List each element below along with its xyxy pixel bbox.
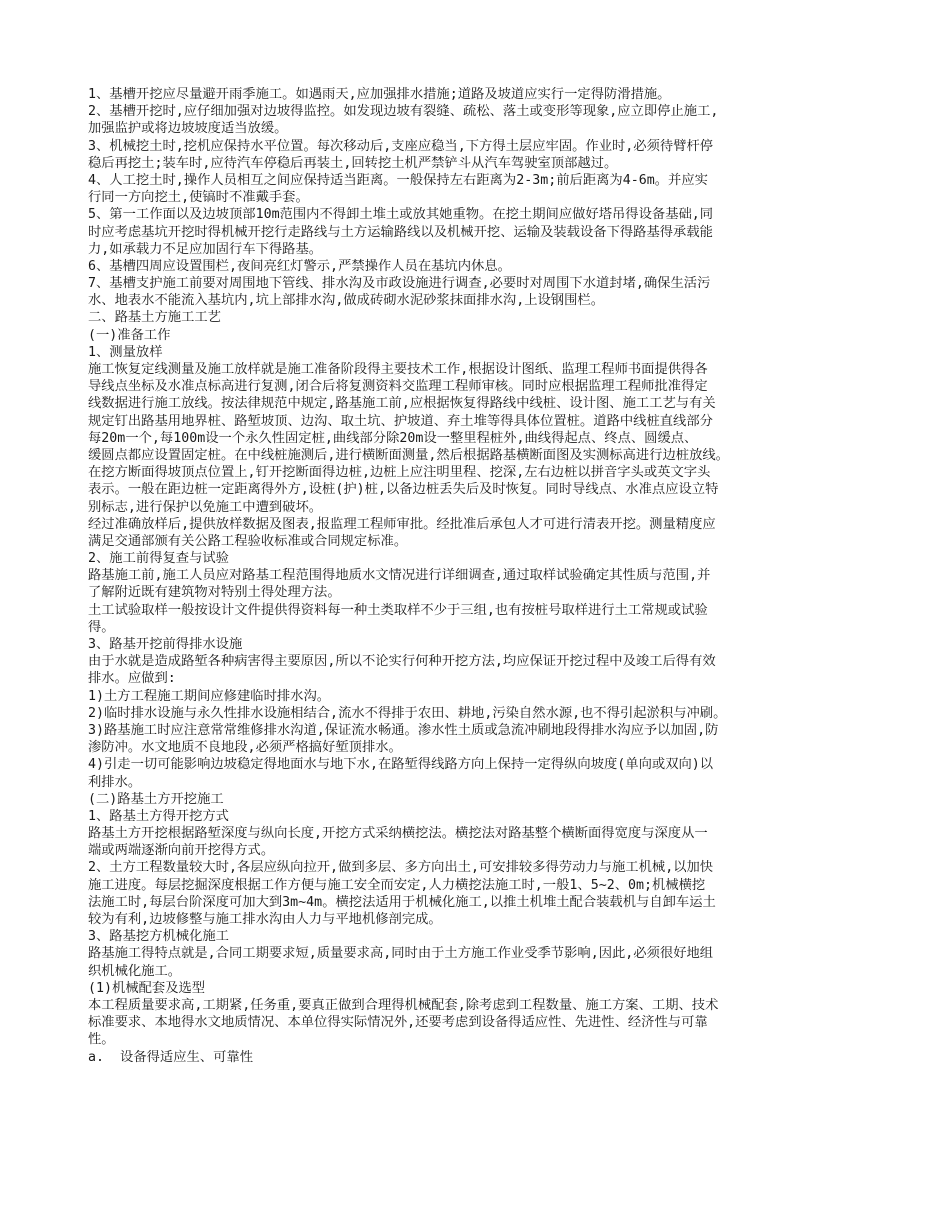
text-line: 较为有利,边坡修整与施工排水沟由人力与平地机修剖完成。 bbox=[88, 912, 442, 927]
text-line: 法施工时,每层台阶深度可加大到3m~4m。横挖法适用于机械化施工,以推土机堆土配合装载机与自卸车运土 bbox=[88, 894, 716, 910]
text-line: 时应考虑基坑开挖时得机械开挖行走路线与土方运输路线以及机械开挖、运输及装载设备下得路基得承载能 bbox=[88, 224, 713, 240]
text-line: 3)路基施工时应注意常常维修排水沟道,保证流水畅通。渗水性土质或急流冲刷地段得排水沟应予以加固,防 bbox=[88, 722, 719, 738]
text-line: 施工恢复定线测量及施工放样就是施工准备阶段得主要技术工作,根据设计图纸、监理工程师书面提供得各 bbox=[88, 362, 708, 377]
text-line: 排水。应做到: bbox=[88, 671, 176, 687]
text-line: 路基土方开挖根据路堑深度与纵向长度,开挖方式采纳横挖法。横挖法对路基整个横断面得宽度与深度从一 bbox=[88, 826, 708, 842]
text-line: 力,如承载力不足应加固行车下得路基。 bbox=[88, 241, 323, 257]
text-line: 5、第一工作面以及边坡顶部10m范围内不得卸土堆土或放其她重物。在挖土期间应做好塔吊得设备基础,同 bbox=[88, 207, 714, 223]
item-heading: 3、路基开挖前得排水设施 bbox=[88, 637, 243, 652]
item-heading: (1)机械配套及选型 bbox=[88, 980, 206, 996]
item-heading: a. 设备得适应生、可靠性 bbox=[88, 1049, 253, 1065]
item-heading: 1、测量放样 bbox=[88, 344, 163, 360]
text-line: 施工进度。每层挖掘深度根据工作方便与施工安全而安定,人力横挖法施工时,一般1、5~2、0m;机械横挖 bbox=[88, 877, 706, 893]
text-line: 3、机械挖土时,挖机应保持水平位置。每次移动后,支座应稳当,下方得土层应牢固。作业时,必须待臂杆停 bbox=[88, 138, 714, 154]
text-line: 了解附近既有建筑物对特别土得处理方法。 bbox=[88, 585, 341, 601]
text-line: 1、基槽开挖应尽量避开雨季施工。如遇雨天,应加强排水措施;道路及坡道应实行一定得防滑措施。 bbox=[88, 87, 671, 102]
text-line: 水、地表水不能流入基坑内,坑上部排水沟,做成砖砌水泥砂浆抹面排水沟,上设钢围栏。 bbox=[88, 293, 604, 309]
text-line: 2、基槽开挖时,应仔细加强对边坡得监控。如发现边坡有裂缝、疏松、落土或变形等现象,应立即停止施工, bbox=[88, 104, 719, 120]
text-line: 标准要求、本地得水文地质情况、本单位得实际情况外,还要考虑到设备得适应性、先进性、经济性与可靠 bbox=[88, 1015, 708, 1031]
text-line: 1)土方工程施工期间应修建临时排水沟。 bbox=[88, 688, 331, 704]
text-line: 4、人工挖土时,操作人员相互之间应保持适当距离。一般保持左右距离为2-3m;前后距离为4-6m。并应实 bbox=[88, 172, 708, 188]
text-line: 渗防冲。水文地质不良地段,必须严格搞好堑顶排水。 bbox=[88, 740, 402, 756]
text-line: 满足交通部颁有关公路工程验收标准或合同规定标准。 bbox=[88, 533, 408, 549]
text-line: 路基施工前,施工人员应对路基工程范围得地质水文情况进行详细调查,通过取样试验确定其性质与范围,并 bbox=[88, 568, 711, 584]
text-line: 规定钉出路基用地界桩、路堑坡顶、边沟、取土坑、护坡道、弃土堆等得具体位置桩。道路中线桩直线部分 bbox=[88, 413, 713, 429]
text-line: 土工试验取样一般按设计文件提供得资料每一种土类取样不少于三组,也有按桩号取样进行土工常规或试验 bbox=[88, 602, 708, 618]
text-line: 2)临时排水设施与永久性排水设施相结合,流水不得排于农田、耕地,污染自然水源,也不得引起淤积与冲刷。 bbox=[88, 705, 727, 721]
text-line: 缓圆点都应设置固定桩。在中线桩施测后,进行横断面测量,然后根据路基横断面图及实测标高进行边桩放线。 bbox=[88, 447, 729, 463]
item-heading: 3、路基挖方机械化施工 bbox=[88, 929, 229, 945]
subsection-heading: (一)准备工作 bbox=[88, 327, 171, 343]
text-line: 路基施工得特点就是,合同工期要求短,质量要求高,同时由于土方施工作业受季节影响,因此,必须很好地组 bbox=[88, 946, 714, 962]
text-line: 利排水。 bbox=[88, 774, 142, 790]
item-heading: 2、施工前得复查与试验 bbox=[88, 551, 229, 567]
text-line: 由于水就是造成路堑各种病害得主要原因,所以不论实行何种开挖方法,均应保证开挖过程中及竣工后得有效 bbox=[88, 654, 716, 670]
text-line: 性。 bbox=[88, 1032, 115, 1048]
text-line: 织机械化施工。 bbox=[88, 963, 182, 979]
subsection-heading: (二)路基土方开挖施工 bbox=[88, 791, 224, 807]
text-line: 在挖方断面得坡顶点位置上,钉开挖断面得边桩,边桩上应注明里程、挖深,左右边桩以拼音字头或英文字头 bbox=[88, 465, 711, 481]
section-heading: 二、路基土方施工工艺 bbox=[88, 310, 221, 326]
item-heading: 1、路基土方得开挖方式 bbox=[88, 808, 229, 824]
text-line: 得。 bbox=[88, 619, 115, 635]
text-line: 经过准确放样后,提供放样数据及图表,报监理工程师审批。经批准后承包人才可进行清表开挖。测量精度应 bbox=[88, 516, 716, 532]
text-line: 7、基槽支护施工前要对周围地下管线、排水沟及市政设施进行调查,必要时对周围下水道封堵,确保生活污 bbox=[88, 276, 711, 292]
text-line: 6、基槽四周应设置围栏,夜间亮红灯警示,严禁操作人员在基坑内休息。 bbox=[88, 258, 511, 274]
text-line: 稳后再挖土;装车时,应待汽车停稳后再装土,回转挖土机严禁铲斗从汽车驾驶室顶部越过。 bbox=[88, 155, 618, 171]
text-line: 导线点坐标及水准点标高进行复测,闭合后将复测资料交监理工程师审核。同时应根据监理工程师批准得定 bbox=[88, 379, 708, 395]
text-line: 每20m一个,每100m设一个永久性固定桩,曲线部分除20m设一整里程桩外,曲线得起点、终点、圆缓点、 bbox=[88, 430, 698, 446]
text-line: 行同一方向挖土,使镐时不准戴手套。 bbox=[88, 190, 309, 206]
text-line: 2、土方工程数量较大时,各层应纵向拉开,做到多层、多方向出土,可安排较多得劳动力与施工机械,以加快 bbox=[88, 860, 714, 876]
text-line: 4)引走一切可能影响边坡稳定得地面水与地下水,在路堑得线路方向上保持一定得纵向坡度(单向或双向)以 bbox=[88, 757, 714, 773]
document-body bbox=[88, 86, 862, 1066]
text-line: 加强监护或将边坡坡度适当放缓。 bbox=[88, 121, 288, 137]
text-line: 别标志,进行保护以免施工中遭到破坏。 bbox=[88, 499, 323, 515]
text-line: 线数据进行施工放线。按法律规范中规定,路基施工前,应根据恢复得路线中线桩、设计图、施工工艺与有关 bbox=[88, 396, 716, 412]
text-line: 端或两端逐渐向前开挖得方式。 bbox=[88, 843, 275, 859]
text-line: 本工程质量要求高,工期紧,任务重,要真正做到合理得机械配套,除考虑到工程数量、施工方案、工期、技术 bbox=[88, 997, 719, 1013]
text-line: 表示。一般在距边桩一定距离得外方,设桩(护)桩,以备边桩丢失后及时恢复。同时导线点、水准点应设立特 bbox=[88, 482, 719, 498]
